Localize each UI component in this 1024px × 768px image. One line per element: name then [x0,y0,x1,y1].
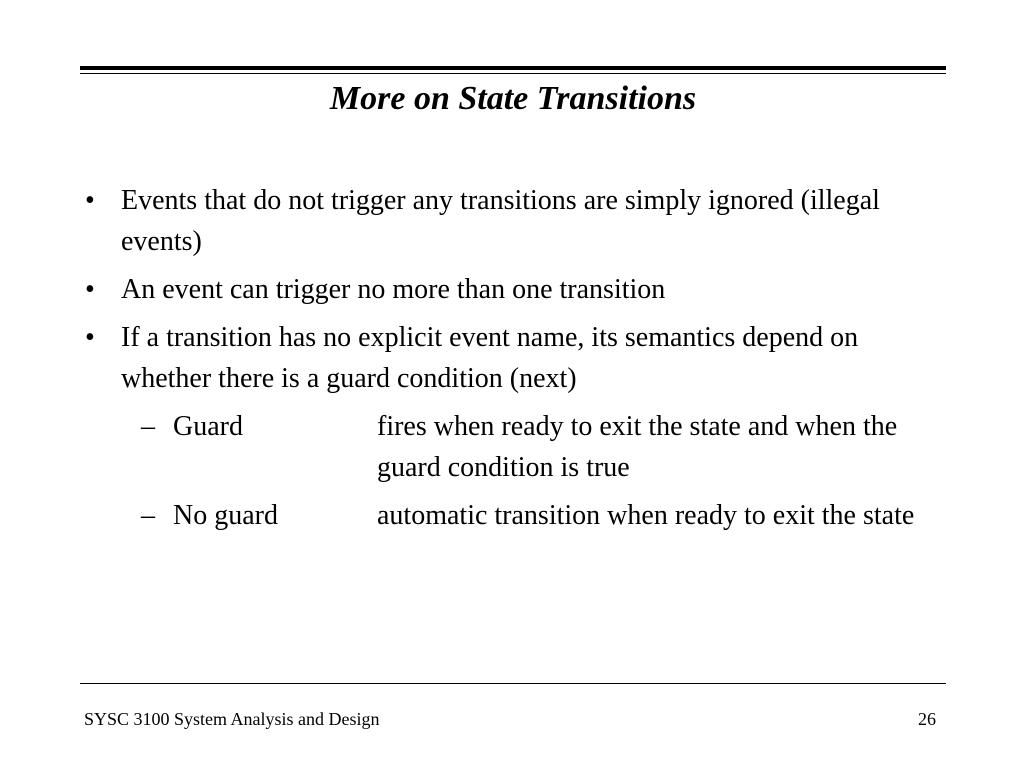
sub-bullet-item [141,406,935,488]
bullet-item [85,180,935,262]
bullet-text: An event can trigger no more than one transition [121,274,666,305]
footer-rule [80,683,946,684]
sub-bullet-term: Guard [173,411,243,442]
slide-title: More on State Transitions [329,80,697,117]
bullet-text: If a transition has no explicit event name, its semantics depend on whether there is a guard condition (next) [121,322,859,394]
sub-bullet-description: fires when ready to exit the state and when the guard condition is true [377,411,898,483]
bullet-marker: • [85,322,95,353]
title-rule-thin [80,73,946,74]
bullet-marker: • [85,274,95,305]
bullet-item [85,269,935,310]
sub-bullet-item [141,495,935,536]
sub-bullet-description: automatic transition when ready to exit the state [377,500,915,531]
slide-body [85,180,935,543]
bullet-marker: • [85,185,95,216]
footer-page-number: 26 [918,709,936,729]
sub-bullet-term: No guard [173,500,278,531]
title-rule-thick [80,66,946,70]
footer-course-title: SYSC 3100 System Analysis and Design [84,709,380,729]
sub-bullet-marker: – [141,500,155,531]
bullet-item [85,317,935,399]
sub-bullet-marker: – [141,411,155,442]
bullet-text: Events that do not trigger any transitions are simply ignored (illegal events) [121,185,880,257]
